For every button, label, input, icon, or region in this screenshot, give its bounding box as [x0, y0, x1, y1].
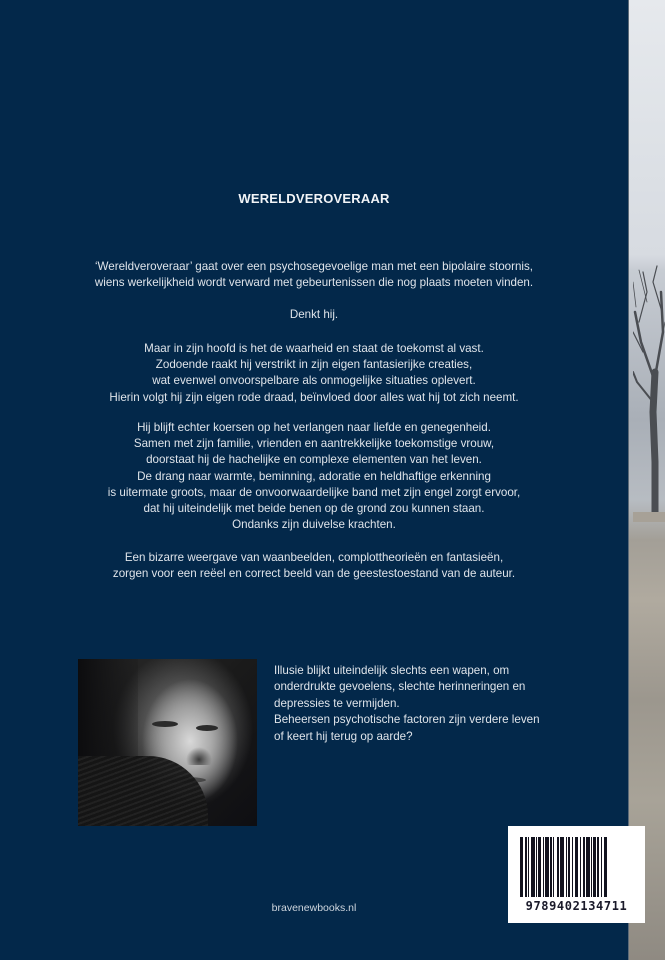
author-photo — [78, 659, 257, 826]
blurb-line: zorgen voor een reëel en correct beeld van de geestestoestand van de auteur. — [112, 567, 516, 581]
tree-photo-detail — [633, 262, 665, 522]
blurb-paragraph-4 — [60, 420, 568, 533]
blurb-line: Denkt hij. — [289, 308, 339, 321]
blurb-line: Samen met zijn familie, vrienden en aantrekkelijke toekomstige vrouw, — [133, 437, 495, 451]
photo-nose — [186, 747, 212, 765]
blurb-line: doorstaat hij de hachelijke en complexe elementen van het leven. — [146, 453, 482, 467]
photo-sweater-collar — [78, 756, 208, 826]
barcode-bars — [520, 837, 632, 897]
photo-eye-left — [152, 721, 178, 727]
publisher-url: bravenewbooks.nl — [271, 902, 357, 914]
blurb-line: dat hij uiteindelijk met beide benen op de grond zou kunnen staan. — [143, 502, 485, 516]
author-side-text — [274, 663, 574, 745]
blurb-line: is uitermate groots, maar de onvoorwaardelijke band met zijn engel zorgt ervoor, — [107, 485, 521, 499]
blurb-line: Hierin volgt hij zijn eigen rode draad, beïnvloed door alles wat hij tot zich neemt. — [109, 390, 519, 404]
blurb-line: ‘Wereldveroveraar’ gaat over een psychosegevoelige man met een bipolaire stoornis, — [94, 260, 533, 273]
side-text-line: onderdrukte gevoelens, slechte herinneringen en — [274, 680, 526, 694]
isbn-number: 9789402134711 — [525, 899, 628, 913]
isbn-barcode — [508, 826, 645, 923]
side-text-line: Beheersen psychotische factoren zijn verdere leven — [274, 713, 540, 727]
book-title: WERELDVEROVERAAR — [238, 191, 390, 206]
blurb-line: De drang naar warmte, beminning, adoratie en heldhaftige erkenning — [137, 469, 491, 483]
blurb-line: Hij blijft echter koersen op het verlangen naar liefde en genegenheid. — [137, 421, 491, 434]
side-text-line: of keert hij terug op aarde? — [274, 729, 413, 743]
blurb-paragraph-5 — [60, 550, 568, 582]
side-text-line: depressies te vermijden. — [274, 696, 400, 710]
barcode-bar — [604, 837, 607, 897]
blurb-line: Zodoende raakt hij verstrikt in zijn eigen fantasierijke creaties, — [155, 358, 473, 372]
blurb-paragraph-2 — [60, 307, 568, 323]
blurb-paragraph-3 — [60, 341, 568, 406]
blurb-line: Ondanks zijn duivelse krachten. — [232, 518, 396, 532]
blurb-paragraph-1 — [60, 259, 568, 291]
side-text-line: Illusie blijkt uiteindelijk slechts een wapen, om — [274, 664, 510, 677]
blurb-line: wat evenwel onvoorspelbare als onmogelijke situaties oplevert. — [152, 374, 476, 388]
photo-eye-right — [196, 725, 218, 731]
blurb-line: Maar in zijn hoofd is het de waarheid en staat de toekomst al vast. — [144, 342, 484, 355]
blurb-line: Een bizarre weergave van waanbeelden, complottheorieën en fantasieën, — [124, 551, 504, 564]
blurb-line: wiens werkelijkheid wordt verward met gebeurtenissen die nog plaats moeten vinden. — [94, 276, 534, 290]
